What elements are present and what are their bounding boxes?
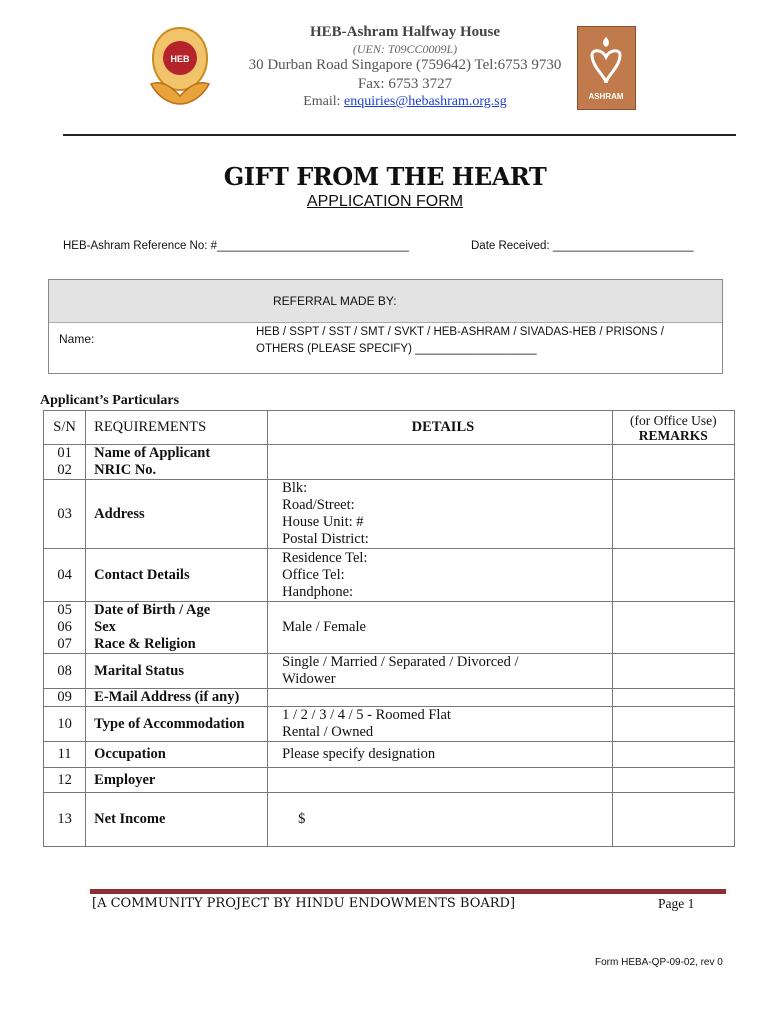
table-row xyxy=(44,793,735,847)
sn-11: 11 xyxy=(44,742,86,768)
req-income: Net Income xyxy=(86,793,268,847)
race-blank xyxy=(282,636,603,653)
form-number: Form HEBA-QP-09-02, rev 0 xyxy=(595,957,723,968)
sn-08: 08 xyxy=(44,654,86,689)
row-sn xyxy=(44,445,86,480)
remarks-cell[interactable] xyxy=(612,793,734,847)
sn-09: 09 xyxy=(44,689,86,707)
org-address: 30 Durban Road Singapore (759642) Tel:6753 9730 xyxy=(248,57,562,73)
sex-options: Male / Female xyxy=(282,619,366,635)
referral-box xyxy=(48,279,723,374)
marital-options-2: Widower xyxy=(282,671,336,687)
table-row xyxy=(44,689,735,707)
table-row xyxy=(44,445,735,480)
remarks-cell[interactable] xyxy=(612,549,734,602)
email-link[interactable]: enquiries@hebashram.org.sg xyxy=(344,94,507,109)
row-requirement xyxy=(86,445,268,480)
table-row xyxy=(44,768,735,793)
contact-residence: Residence Tel: xyxy=(282,549,368,566)
particulars-table xyxy=(43,410,735,847)
req-email: E-Mail Address (if any) xyxy=(86,689,268,707)
remarks-cell[interactable] xyxy=(612,602,734,654)
referral-options-line1: HEB / SSPT / SST / SMT / SVKT / HEB-ASHRAM / SIVADAS-HEB / PRISONS / xyxy=(256,326,664,338)
table-row xyxy=(44,549,735,602)
footer-community-text: [A COMMUNITY PROJECT BY HINDU ENDOWMENTS BOARD] xyxy=(92,896,516,911)
remarks-cell[interactable] xyxy=(612,445,734,480)
remarks-cell[interactable] xyxy=(612,742,734,768)
details-contact[interactable] xyxy=(268,549,612,602)
header-remarks-note: (for Office Use) xyxy=(629,412,717,428)
sn-12: 12 xyxy=(44,768,86,793)
remarks-cell[interactable] xyxy=(612,480,734,549)
ashram-logo-text: ASHRAM xyxy=(588,92,624,101)
details-marital[interactable] xyxy=(268,654,612,689)
req-marital: Marital Status xyxy=(86,654,268,689)
date-received-field[interactable]: Date Received: ______________________ xyxy=(471,240,694,252)
table-row xyxy=(44,602,735,654)
contact-handphone: Handphone: xyxy=(282,583,354,600)
address-postal: Postal District: xyxy=(282,531,369,547)
details-address[interactable] xyxy=(268,480,612,549)
remarks-cell[interactable] xyxy=(612,707,734,742)
sn-03: 03 xyxy=(44,480,86,549)
remarks-cell[interactable] xyxy=(612,654,734,689)
remarks-cell[interactable] xyxy=(612,768,734,793)
sn-13: 13 xyxy=(44,793,86,847)
sn-01: 01 xyxy=(57,445,72,461)
page-title: GIFT FROM THE HEART xyxy=(223,162,547,191)
accommodation-tenure: Rental / Owned xyxy=(282,724,374,740)
marital-options-1: Single / Married / Separated / Divorced / xyxy=(282,654,519,670)
details-employer[interactable] xyxy=(268,768,612,793)
reference-number-field[interactable]: HEB-Ashram Reference No: #______________________________ xyxy=(63,240,409,252)
referral-options[interactable] xyxy=(256,324,706,358)
details-accommodation[interactable] xyxy=(268,707,612,742)
sn-07: 07 xyxy=(57,636,72,652)
row-sn xyxy=(44,602,86,654)
req-accommodation: Type of Accommodation xyxy=(86,707,268,742)
remarks-cell[interactable] xyxy=(612,689,734,707)
details-dob-sex-race[interactable] xyxy=(268,602,612,654)
address-unit: House Unit: # xyxy=(282,514,364,530)
table-row xyxy=(44,654,735,689)
row-requirement xyxy=(86,602,268,654)
particulars-title: Applicant’s Particulars xyxy=(40,393,180,408)
referral-title: REFERRAL MADE BY: xyxy=(273,294,397,308)
req-name: Name of Applicant xyxy=(94,445,211,461)
org-name: HEB-Ashram Halfway House xyxy=(309,24,500,40)
req-nric: NRIC No. xyxy=(94,462,157,478)
org-uen: (UEN: T09CC0009L) xyxy=(352,42,458,56)
email-label: Email: xyxy=(303,94,345,109)
details-income[interactable]: $ xyxy=(268,793,612,847)
referral-name-label: Name: xyxy=(59,332,95,346)
details-name-nric[interactable] xyxy=(268,445,612,480)
referral-header xyxy=(49,280,722,323)
heb-logo-text: HEB xyxy=(170,54,190,64)
req-sex: Sex xyxy=(94,619,116,635)
header-remarks xyxy=(612,411,734,445)
page-number: Page 1 xyxy=(658,896,695,911)
dob-blank xyxy=(282,602,603,619)
address-road: Road/Street: xyxy=(282,497,355,513)
page-subtitle: APPLICATION FORM xyxy=(306,193,464,210)
sn-06: 06 xyxy=(57,619,72,635)
req-dob: Date of Birth / Age xyxy=(94,602,211,618)
req-employer: Employer xyxy=(86,768,268,793)
org-email xyxy=(200,94,610,110)
contact-office: Office Tel: xyxy=(282,566,345,583)
header-divider xyxy=(63,134,736,136)
table-row xyxy=(44,707,735,742)
org-fax: Fax: 6753 3727 xyxy=(357,76,453,92)
details-occupation[interactable]: Please specify designation xyxy=(268,742,612,768)
header-remarks-label: REMARKS xyxy=(638,427,708,443)
header-details: DETAILS xyxy=(268,411,612,445)
header-sn: S/N xyxy=(44,411,86,445)
req-contact: Contact Details xyxy=(86,549,268,602)
sn-05: 05 xyxy=(57,602,72,618)
referral-options-line2: OTHERS (PLEASE SPECIFY) ___________________ xyxy=(256,343,537,355)
req-race: Race & Religion xyxy=(94,636,196,652)
req-occupation: Occupation xyxy=(86,742,268,768)
header-requirements: REQUIREMENTS xyxy=(86,411,268,445)
table-row xyxy=(44,480,735,549)
accommodation-flat: 1 / 2 / 3 / 4 / 5 - Roomed Flat xyxy=(282,707,451,723)
table-row xyxy=(44,742,735,768)
footer-divider xyxy=(90,889,726,894)
sn-04: 04 xyxy=(44,549,86,602)
table-header-row xyxy=(44,411,735,445)
sn-10: 10 xyxy=(44,707,86,742)
details-email[interactable] xyxy=(268,689,612,707)
req-address: Address xyxy=(86,480,268,549)
sn-02: 02 xyxy=(57,462,72,478)
address-blk: Blk: xyxy=(282,480,308,496)
